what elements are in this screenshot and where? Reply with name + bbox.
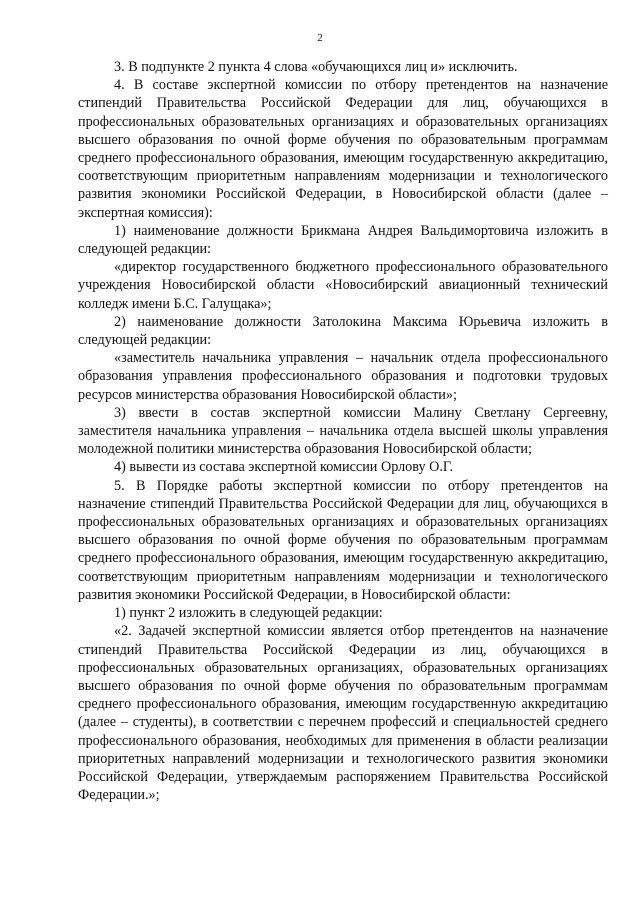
- quote-point-2: «2. Задачей экспертной комиссии является отбор претендентов на назначение стипендий Правительства Российской Федерации из лиц, обучающихся в профессиональных образовательных организациях, образовательных организациях высшего образования по очной форме обучения по образовательным программам среднего профессионального образования, имеющим государственную аккредитацию (далее – студенты), в соответствии с перечнем профессий и специальностей среднего профессионального образования, необходимых для применения в области реализации приоритетных направлений модернизации и технологического развития экономики Российской Федерации, утверждаемым распоряжением Правительства Российской Федерации.»;: [78, 623, 608, 804]
- subitem-4-orlova: 4) вывести из состава экспертной комиссии Орлову О.Г.: [114, 459, 454, 476]
- subitem-3-malina: 3) ввести в состав экспертной комиссии Малину Светлану Сергеевну, заместителя начальника управления – начальника отдела высшей школы управления молодежной политики министерства образования Новосибирской области;: [78, 404, 608, 458]
- paragraph-item-3: 3. В подпункте 2 пункта 4 слова «обучающихся лиц и» исключить.: [114, 59, 518, 75]
- subitem-1-point-2: 1) пункт 2 изложить в следующей редакции:: [114, 605, 383, 622]
- page-number: 2: [317, 32, 323, 44]
- subitem-1-brikman: 1) наименование должности Брикмана Андрея Вальдимортовича изложить в следующей редакции:: [78, 222, 608, 258]
- quote-deputy-head: «заместитель начальника управления – начальник отдела профессионального образования управления профессионального образования и подготовки трудовых ресурсов министерства образования Новосибирской области»;: [78, 350, 608, 403]
- paragraph-item-5: 5. В Порядке работы экспертной комиссии по отбору претендентов на назначение стипендий Правительства Российской Федерации для лиц, обучающихся в профессиональных образовательных организациях и образовательных организациях высшего образования по очной форме обучения по образовательным программам среднего профессионального образования, имеющим государственную аккредитацию, соответствующим приоритетным направлениям модернизации и технологического развития экономики Российской Федерации, в Новосибирской области:: [78, 477, 608, 603]
- quote-director: «директор государственного бюджетного профессионального образовательного учреждения Новосибирской области «Новосибирский авиационный технический колледж имени Б.С. Галущака»;: [78, 259, 608, 312]
- document-body: [78, 58, 608, 804]
- paragraph-item-4: 4. В составе экспертной комиссии по отбору претендентов на назначение стипендий Правительства Российской Федерации для лиц, обучающихся в профессиональных образовательных организациях и образовательных организациях высшего образования по очной форме обучения по образовательным программам среднего профессионального образования, имеющим государственную аккредитацию, соответствующим приоритетным направлениям модернизации и технологического развития экономики Российской Федерации, в Новосибирской области (далее – экспертная комиссия):: [78, 77, 608, 221]
- subitem-2-zatolokin: 2) наименование должности Затолокина Максима Юрьевича изложить в следующей редакции:: [78, 313, 608, 349]
